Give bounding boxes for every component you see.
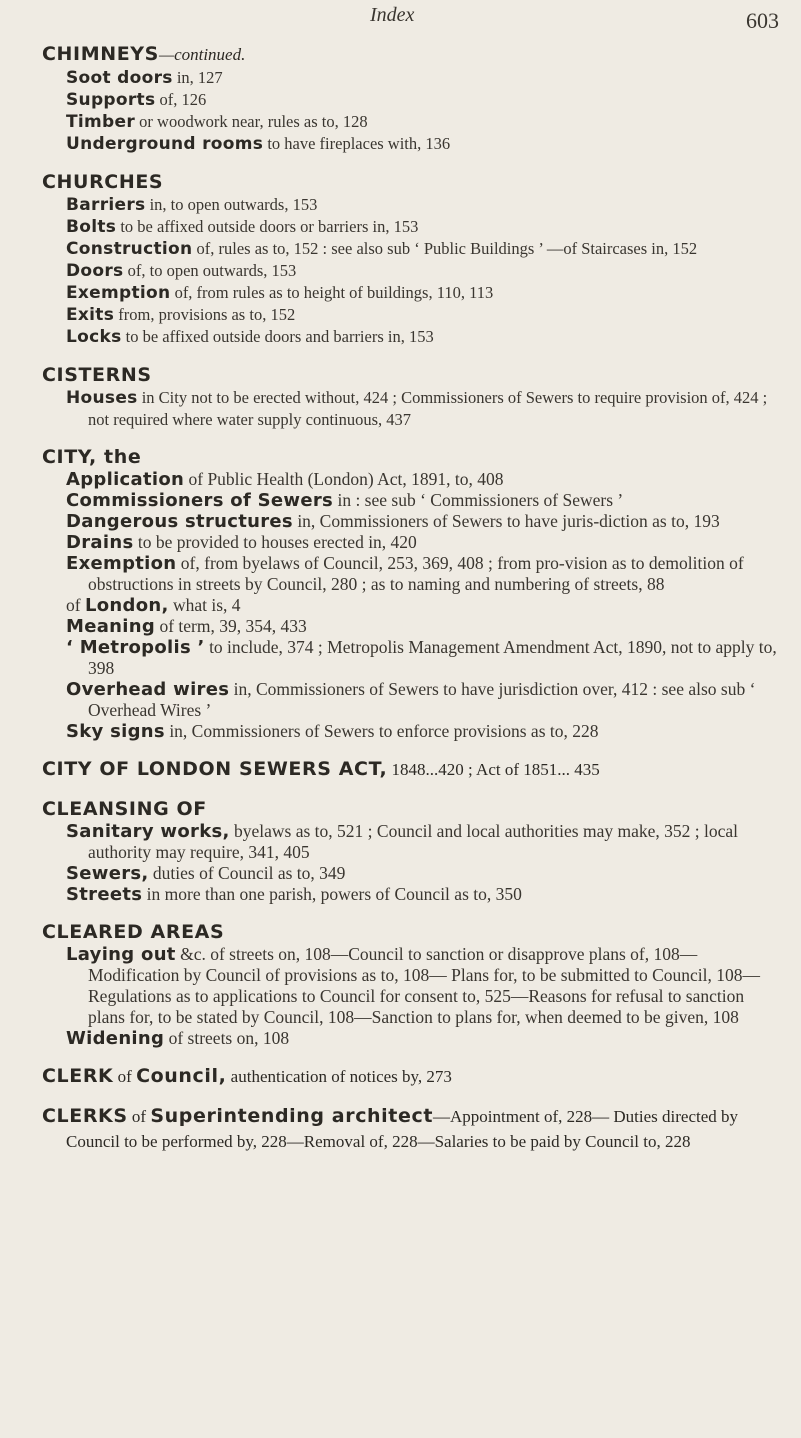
index-entry: Application of Public Health (London) Act, 1891, to, 408 — [66, 469, 504, 490]
index-heading: CHURCHES — [42, 171, 164, 193]
index-entry: Doors of, to open outwards, 153 — [66, 261, 297, 281]
index-group-city — [42, 445, 782, 742]
index-entry: of London, what is, 4 — [66, 595, 241, 616]
page-number: 603 — [746, 8, 779, 33]
index-entry: Construction of, rules as to, 152 : see also sub ‘ Public Buildings ’ —of Staircases in, 152 — [66, 239, 698, 259]
index-entry: Bolts to be affixed outside doors or barriers in, 153 — [66, 217, 419, 237]
index-entry: Commissioners of Sewers in : see sub ‘ Commissioners of Sewers ’ — [66, 490, 624, 511]
index-group-cleared-areas — [42, 920, 782, 1049]
index-entry: Drains to be provided to houses erected in, 420 — [66, 532, 417, 553]
index-group-cisterns — [42, 363, 782, 430]
index-entry: Timber or woodwork near, rules as to, 128 — [66, 112, 368, 132]
index-heading: CITY, the — [42, 446, 142, 468]
index-entry: Underground rooms to have fireplaces with, 136 — [66, 134, 451, 154]
index-entry: Exemption of, from rules as to height of buildings, 110, 113 — [66, 283, 494, 303]
index-entry: Dangerous structures in, Commissioners of Sewers to have juris-diction as to, 193 — [66, 511, 720, 532]
index-heading: CITY OF LONDON SEWERS ACT, 1848...420 ; Act of 1851... 435 — [42, 758, 600, 780]
index-entry: Streets in more than one parish, powers of Council as to, 350 — [66, 884, 522, 905]
index-entry: Widening of streets on, 108 — [66, 1028, 290, 1049]
index-entry: Exits from, provisions as to, 152 — [66, 305, 296, 325]
index-content — [42, 42, 782, 1169]
index-entry: Barriers in, to open outwards, 153 — [66, 195, 318, 215]
index-entry: Houses in City not to be erected without, 424 ; Commissioners of Sewers to require provision of, 424 ; not required where water supply continuous, 437 — [66, 388, 768, 429]
index-entry: Sky signs in, Commissioners of Sewers to enforce provisions as to, 228 — [66, 721, 599, 742]
index-group-chimneys — [42, 42, 782, 155]
index-heading: CLERK of Council, authentication of notices by, 273 — [42, 1065, 452, 1087]
index-group-city-sewers-act — [42, 757, 782, 782]
index-heading: CLEARED AREAS — [42, 921, 225, 943]
index-entry: Meaning of term, 39, 354, 433 — [66, 616, 307, 637]
index-entry: Overhead wires in, Commissioners of Sewers to have jurisdiction over, 412 : see also sub ‘ Overhead Wires ’ — [66, 679, 756, 720]
index-group-clerk — [42, 1064, 782, 1089]
index-group-clerks — [42, 1104, 782, 1154]
index-entry: Exemption of, from byelaws of Council, 253, 369, 408 ; from pro-vision as to demolition of obstructions in streets by Council, 280 ; as to naming and numbering of streets, 88 — [66, 553, 744, 594]
index-heading: CISTERNS — [42, 364, 152, 386]
index-entry: Sewers, duties of Council as to, 349 — [66, 863, 346, 884]
index-entry: Locks to be affixed outside doors and barriers in, 153 — [66, 327, 434, 347]
index-heading: CLEANSING OF — [42, 798, 207, 820]
running-title: Index — [370, 4, 415, 26]
index-heading: CLERKS of Superintending architect—Appointment of, 228— Duties directed by Council to be performed by, 228—Removal of, 228—Salaries to be paid by Council to, 228 — [42, 1105, 739, 1151]
index-entry: Laying out &c. of streets on, 108—Council to sanction or disapprove plans of, 108—Modification by Council of provisions as to, 108— Plans for, to be submitted to Council, 108—Regulations as to applications to Council for consent to, 525—Reasons for refusal to sanction plans for, to be stated by Council, 108—Sanction to plans for, when deemed to be given, 108 — [66, 944, 761, 1027]
index-entry: Sanitary works, byelaws as to, 521 ; Council and local authorities may make, 352 ; local authority may require, 341, 405 — [66, 821, 738, 862]
index-entry: ‘ Metropolis ’ to include, 374 ; Metropolis Management Amendment Act, 1890, not to apply to, 398 — [66, 637, 777, 678]
index-group-cleansing — [42, 797, 782, 905]
index-heading: CHIMNEYS—continued. — [42, 43, 246, 65]
index-group-churches — [42, 170, 782, 348]
index-entry: Soot doors in, 127 — [66, 68, 223, 88]
index-entry: Supports of, 126 — [66, 90, 207, 110]
page-header — [0, 4, 801, 38]
